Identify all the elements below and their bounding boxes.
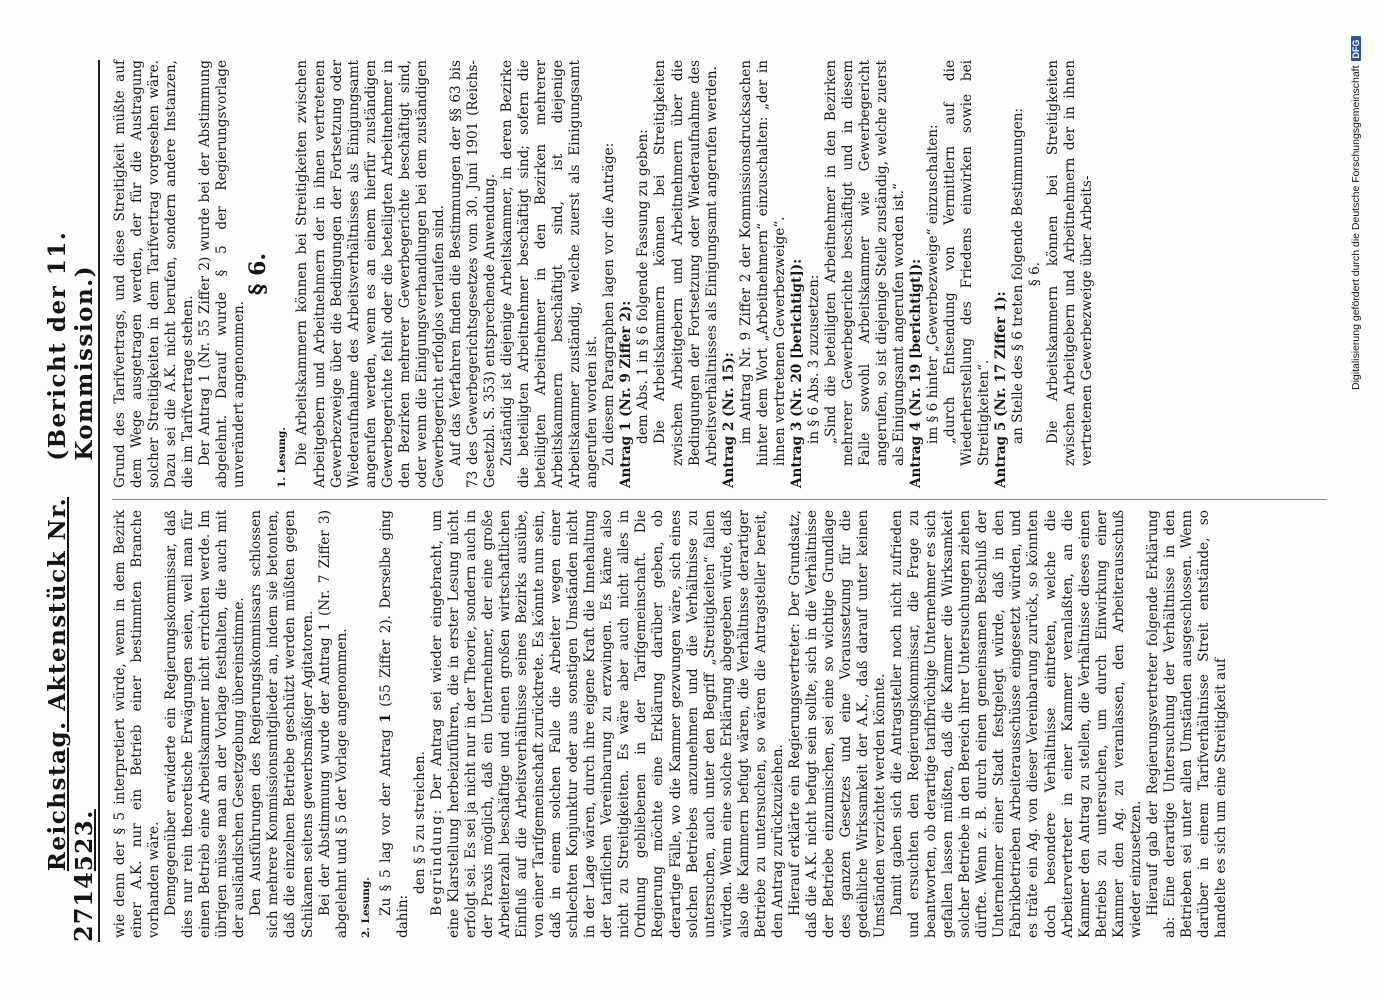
section-heading: § 6. [245, 252, 272, 296]
paragraph: Hierauf erklärte ein Regierungsvertreter: Der Grundsatz, daß die A.K. nicht befugt sein sollte, sich in die Verhältnisse der Betriebe einzumischen, sei eine so wichtige Grundlage des ganzen Gesetzes und eine Voraussetzung für die gedeihliche Wirksamkeit der A.K., daß darauf unter keinen Umständen verzichtet werden könnte. [786, 510, 889, 938]
paragraph [378, 510, 412, 938]
left-text-column [112, 510, 1230, 938]
motion-heading: Antrag 1 (Nr. 9 Ziffer 2): [618, 300, 635, 488]
motion-text: im Antrag Nr. 9 Ziffer 2 der Kommissionsdrucksachen hinter dem Wort „Arbeitnehmern“ einzuschalten: „der in ihnen vertretenen Gewerbezweige“. [737, 60, 788, 466]
document-title: Reichstag. Aktenstück Nr. 523. [44, 496, 98, 872]
paragraph: Die Arbeitskammern können bei Streitigkeiten zwischen Arbeitgebern und Arbeitnehmern der in ihnen vertretenen Gewerbezweige über die Bedingungen der Fortsetzung oder Wiederaufnahme des Arbeitsverhältnisses als Einigungsamt angerufen werden, wenn es an einem hierfür zuständigen Gewerbegerichte fehlt oder die beteiligten Arbeitnehmer in den Bezirken mehrerer Gewerbegerichte beschäftigt sind, oder wenn die Einigungsverhandlungen bei dem zuständigen Gewerbegericht erfolglos verlaufen sind. [294, 60, 447, 488]
section-heading: § 6. [1027, 261, 1044, 287]
paragraph: Auf das Verfahren finden die Bestimmungen der §§ 63 bis 73 des Gewerbegerichtsgesetzes vom 30. Juni 1901 (Reichs-Gesetzbl. S. 353) entsprechende Anwendung. [447, 60, 498, 488]
page-number: 2714 [69, 871, 98, 942]
paragraph: Bei der Abstimmung wurde der Antrag 1 (Nr. 7 Ziffer 3) abgelehnt und § 5 der Vorlage angenommen. [316, 510, 350, 938]
imprint-text: Digitalisierung gefördert durch die Deutsche Forschungsgemeinschaft [1350, 65, 1362, 390]
reading-subheading: 2. Lesung. [359, 877, 372, 938]
motion-heading: Antrag 4 (Nr. 19 [berichtigt]): [908, 258, 925, 488]
motion-heading: Antrag 3 (Nr. 20 [berichtigt]): [788, 258, 805, 488]
reading-subheading: 1. Lesung. [276, 427, 289, 488]
paragraph: Der Antrag 1 (Nr. 55 Ziffer 2) wurde bei der Abstimmung abgelehnt. Darauf wurde § 5 der Regierungsvorlage unverändert angenommen. [197, 60, 248, 488]
paragraph [429, 510, 787, 938]
text-run: (55 Ziffer 2). Derselbe ging dahin: [377, 509, 411, 938]
dfg-logo: DFG [1351, 36, 1361, 61]
motion-text: im § 6 hinter „Gewerbezweige“ einzuschalten: [925, 124, 942, 444]
quoted-motion: „Sind die beteiligten Arbeitnehmer in den Bezirken mehrerer Gewerbegerichte beschäftigt und in diesem Falle sowohl Arbeitskammer wie Gewerbegericht angerufen, so ist diejenige Stelle zuständig, welche zuerst als Einigungsamt angerufen worden ist.“ [822, 60, 908, 466]
quoted-motion: Die Arbeitskammern können bei Streitigkeiten zwischen Arbeitgebern und Arbeitnehmern über die Bedingungen der Fortsetzung oder Wiederaufnahme des Arbeitsverhältnisses als Einigungsamt angerufen werden. [652, 60, 720, 466]
paragraph: Damit gaben sich die Antragsteller noch nicht zufrieden und ersuchten den Regierungskommissar, die Frage zu beantworten, ob derartige tarifbrüchige Unternehmer es sich gefallen lassen müßten, daß die Kammer die Wirksamkeit solcher Betriebe in den Bereich ihrer Untersuchungen ziehen dürfte. Wenn z. B. durch einen gemeinsamen Beschluß der Unternehmer einer Stadt festgelegt würde, daß in den Fabrikbetrieben Arbeiterausschüsse eingesetzt würden, und es träte ein Ag. von dieser Vereinbarung zurück, so könnten doch besondere Verhältnisse eintreten, welche die Arbeitervertreter in einer Kammer veranlaßten, an die Kammer den Antrag zu stellen, die Verhältnisse dieses einen Betriebs zu untersuchen, um durch Einwirkung einer Kammer den Ag. zu veranlassen, den Arbeiterausschuß wieder einzusetzen. [889, 510, 1144, 938]
motion-text: an Stelle des § 6 treten folgende Bestimmungen: [1010, 107, 1027, 444]
spaced-label: Begründung: [428, 808, 445, 916]
quoted-motion: Die Arbeitskammern können bei Streitigkeiten zwischen Arbeitgebern und Arbeitnehmern der in ihnen vertretenen Gewerbezweige über Arbeits- [1044, 60, 1095, 466]
motion-text: dem Abs. 1 in § 6 folgende Fassung zu geben: [635, 129, 652, 444]
paragraph: wie denn der § 5 interpretiert würde, wenn in dem Bezirk einer A.K. nur ein Betrieb einer bestimmten Branche vorhanden wäre. [112, 510, 163, 938]
paragraph: Hierauf gab der Regierungsvertreter folgende Erklärung ab: Eine derartige Untersuchung der Verhältnisse in den Betrieben sei unter allen Umständen ausgeschlossen. Wenn darüber in einem Tarifverhältnisse Streit entstände, so handelte es sich um eine Streitigkeit auf [1144, 510, 1229, 938]
motion-heading: Antrag 5 (Nr. 17 Ziffer 1): [993, 291, 1010, 488]
motion-text: in § 6 Abs. 3 zuzusetzen: [805, 274, 822, 444]
paragraph: Zuständig ist diejenige Arbeitskammer, in deren Bezirke die beteiligten Arbeitnehmer beschäftigt sind; sofern die beteiligten Arbeitnehmer in den Bezirken mehrerer Arbeitskammern beschäftigt sind, ist diejenige Arbeitskammer zuständig, welche zuerst als Einigungsamt angerufen worden ist. [499, 60, 601, 488]
text-run: Der Antrag sei wieder eingebracht, um eine Klarstellung herbeizuführen, die in erster Lesung nicht erfolgt sei. Es sei ja nicht nur in der Theorie, sondern auch in der Praxis möglich, daß ein Unternehmer, der eine große Arbeiterzahl beschäftige und einen großen wirtschaftlichen Einfluß auf die Arbeitsverhältnisse seines Bezirks ausübe, von einer Tarifgemeinschaft zurücktrete. Es könnte nun sein, daß in einem solchen Falle die Arbeiter wegen einer schlechten Konjunktur oder aus sonstigen Umständen nicht in der Lage wären, durch ihre eigene Kraft die Innehaltung der tariflichen Vereinbarung zu erzwingen. Es käme also nicht zu Streitigkeiten. Es wäre aber auch nicht alles in Ordnung gebliebenen in der Tarifgemeinschaft. Die Regierung möchte eine Erklärung darüber geben, ob derartige Fälle, wo die Kammer gezwungen wäre, sich eines solchen Betriebes anzunehmen und die Verhältnisse zu untersuchen, auch unter den Begriff „Streitigkeiten“ fallen würden. Wenn eine solche Erklärung abgegeben würde, daß also die Kammern befugt wären, die Verhältnisse derartiger Betriebe zu untersuchen, so wären die Antragsteller bereit, den Antrag zurückzuziehen. [428, 510, 786, 938]
paragraph: Demgegenüber erwiderte ein Regierungskommissar, daß dies nur rein theoretische Erwägungen seien, weil man für einen Betrieb eine Arbeitskammer nicht errichten werde. Im übrigen müsse man an der Vorlage festhalten, die auch mit der ausländischen Gesetzgebung übereinstimme. [163, 510, 248, 938]
quoted-motion: den § 5 zu streichen. [411, 751, 428, 894]
paragraph: Zu diesem Paragraphen lagen vor die Anträge: [601, 142, 618, 466]
report-title: (Bericht der 11. Kommission.) [44, 230, 98, 461]
right-text-column [112, 60, 1096, 488]
paragraph: Grund des Tarifvertrags, und diese Streitigkeit müßte auf dem Wege ausgetragen werden, der für die Austragung solcher Streitigkeiten in dem Tarifvertrag vorgesehen wäre. Dazu sei die A.K. nicht berufen, sondern andere Instanzen, die im Tarifvertrage stehen. [112, 60, 197, 488]
running-head [44, 60, 100, 942]
column-divider [112, 499, 1327, 500]
motion-number: 1 [377, 713, 394, 723]
funding-imprint [1350, 36, 1362, 390]
paragraph: Den Ausführungen des Regierungskommissars schlossen sich mehrere Kommissionsmitglieder an, indem sie betonten, daß die einzelnen Betriebe geschützt werden müßten gegen Schikanen seitens gewerbsmäßiger Agitatoren. [248, 510, 316, 938]
motion-heading: Antrag 2 (Nr. 15): [720, 352, 737, 488]
text-run: Zu § 5 lag vor der Antrag [377, 729, 394, 916]
quoted-motion: „durch Entsendung von Vermittlern auf die Wiederherstellung des Friedens einwirken sowie bei Streitigkeiten“. [942, 60, 993, 466]
